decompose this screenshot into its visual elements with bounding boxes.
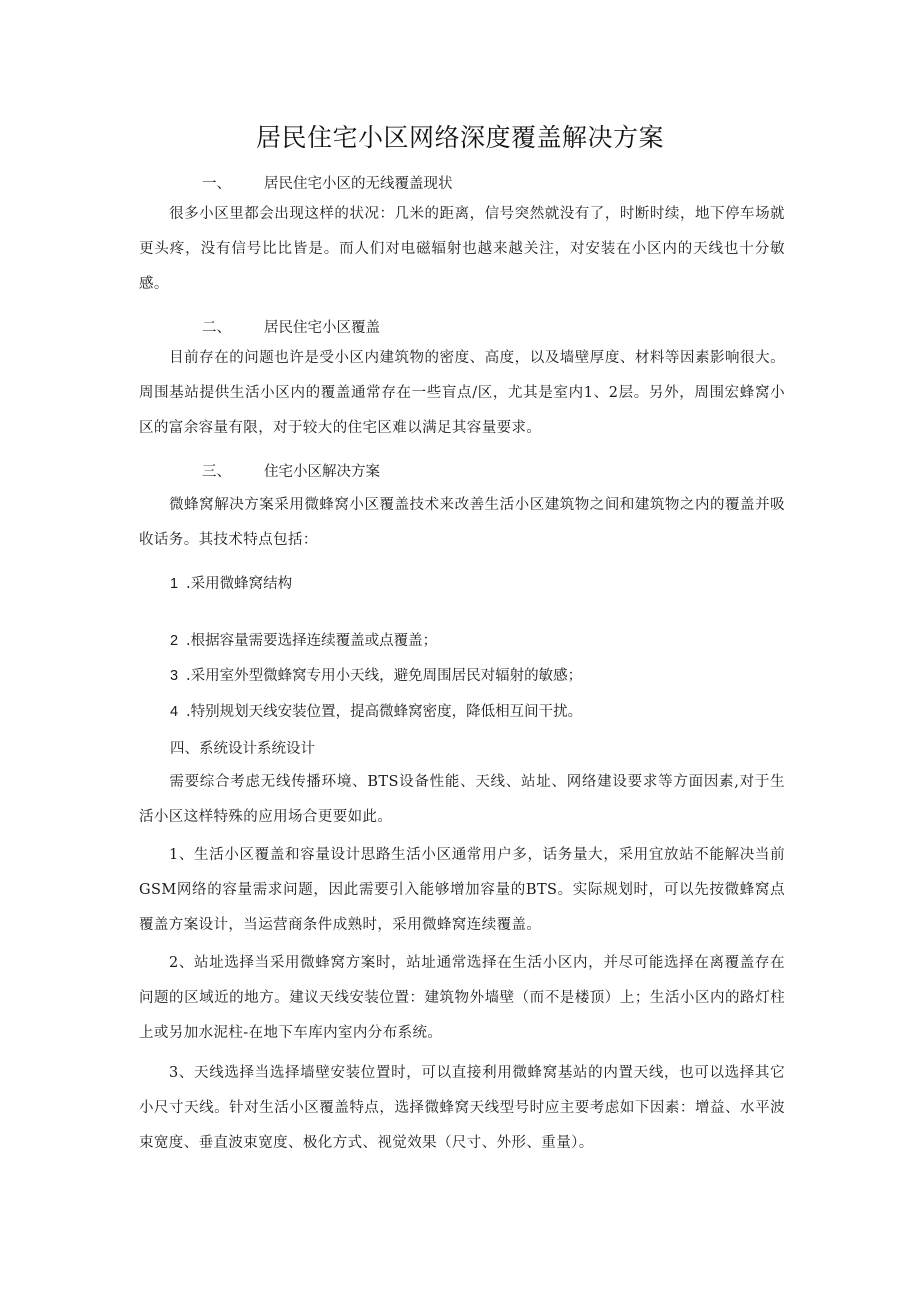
section-2-heading: [202, 316, 380, 337]
section-4-intro: 需要综合考虑无线传播环境、BTS设备性能、天线、站址、网络建设要求等方面因素,对于生活小区这样特殊的应用场合更要如此。: [139, 774, 785, 825]
document-title: 居民住宅小区网络深度覆盖解决方案: [255, 123, 664, 152]
section-4-point-2: 2、站址选择当采用微蜂窝方案时，站址通常选择在生活小区内，并尽可能选择在离覆盖存在问题的区域近的地方。建议天线安装位置：建筑物外墙壁（而不是楼顶）上；生活小区内的路灯柱上或另加水泥柱-在地下车库内室内分布系统。: [139, 955, 785, 1041]
section-3-title: 住宅小区解决方案: [264, 464, 380, 480]
section-4-heading: 四、系统设计系统设计: [170, 741, 315, 757]
section-1-paragraph: 很多小区里都会出现这样的状况：几米的距离，信号突然就没有了，时断时续，地下停车场就更头疼，没有信号比比皆是。而人们对电磁辐射也越来越关注，对安装在小区内的天线也十分敏感。: [139, 206, 785, 292]
section-3-number: 三、: [202, 464, 231, 480]
section-2-number: 二、: [202, 320, 231, 336]
feature-item-2: 2 .根据容量需要选择连续覆盖或点覆盖；: [170, 633, 438, 649]
section-1-title: 居民住宅小区的无线覆盖现状: [264, 176, 453, 192]
section-1-heading: [202, 172, 453, 193]
feature-item-4: 4 .特别规划天线安装位置，提高微蜂窝密度，降低相互间干扰。: [170, 704, 583, 720]
section-4-point-3: 3、天线选择当选择墙壁安装位置时，可以直接利用微蜂窝基站的内置天线，也可以选择其它小尺寸天线。针对生活小区覆盖特点，选择微蜂窝天线型号时应主要考虑如下因素：增益、水平波束宽度、垂直波束宽度、极化方式、视觉效果（尺寸、外形、重量）。: [139, 1065, 785, 1151]
section-4-point-1: 1、生活小区覆盖和容量设计思路生活小区通常用户多，话务量大，采用宜放站不能解决当前GSM网络的容量需求问题，因此需要引入能够增加容量的BTS。实际规划时，可以先按微蜂窝点覆盖方案设计，当运营商条件成熟时，采用微蜂窝连续覆盖。: [139, 847, 785, 933]
feature-item-1: 1 .采用微蜂窝结构: [170, 576, 293, 592]
section-3-heading: [202, 460, 380, 481]
section-3-paragraph: 微蜂窝解决方案采用微蜂窝小区覆盖技术来改善生活小区建筑物之间和建筑物之内的覆盖并吸收话务。其技术特点包括：: [139, 497, 785, 548]
section-2-title: 居民住宅小区覆盖: [264, 320, 380, 336]
section-2-paragraph: 目前存在的问题也许是受小区内建筑物的密度、高度，以及墙壁厚度、材料等因素影响很大。周围基站提供生活小区内的覆盖通常存在一些盲点/区，尤其是室内1、2层。另外，周围宏蜂窝小区的富余容量有限，对于较大的住宅区难以满足其容量要求。: [139, 350, 785, 436]
section-1-number: 一、: [202, 176, 231, 192]
feature-item-3: 3 .采用室外型微蜂窝专用小天线，避免周围居民对辐射的敏感；: [170, 668, 583, 684]
